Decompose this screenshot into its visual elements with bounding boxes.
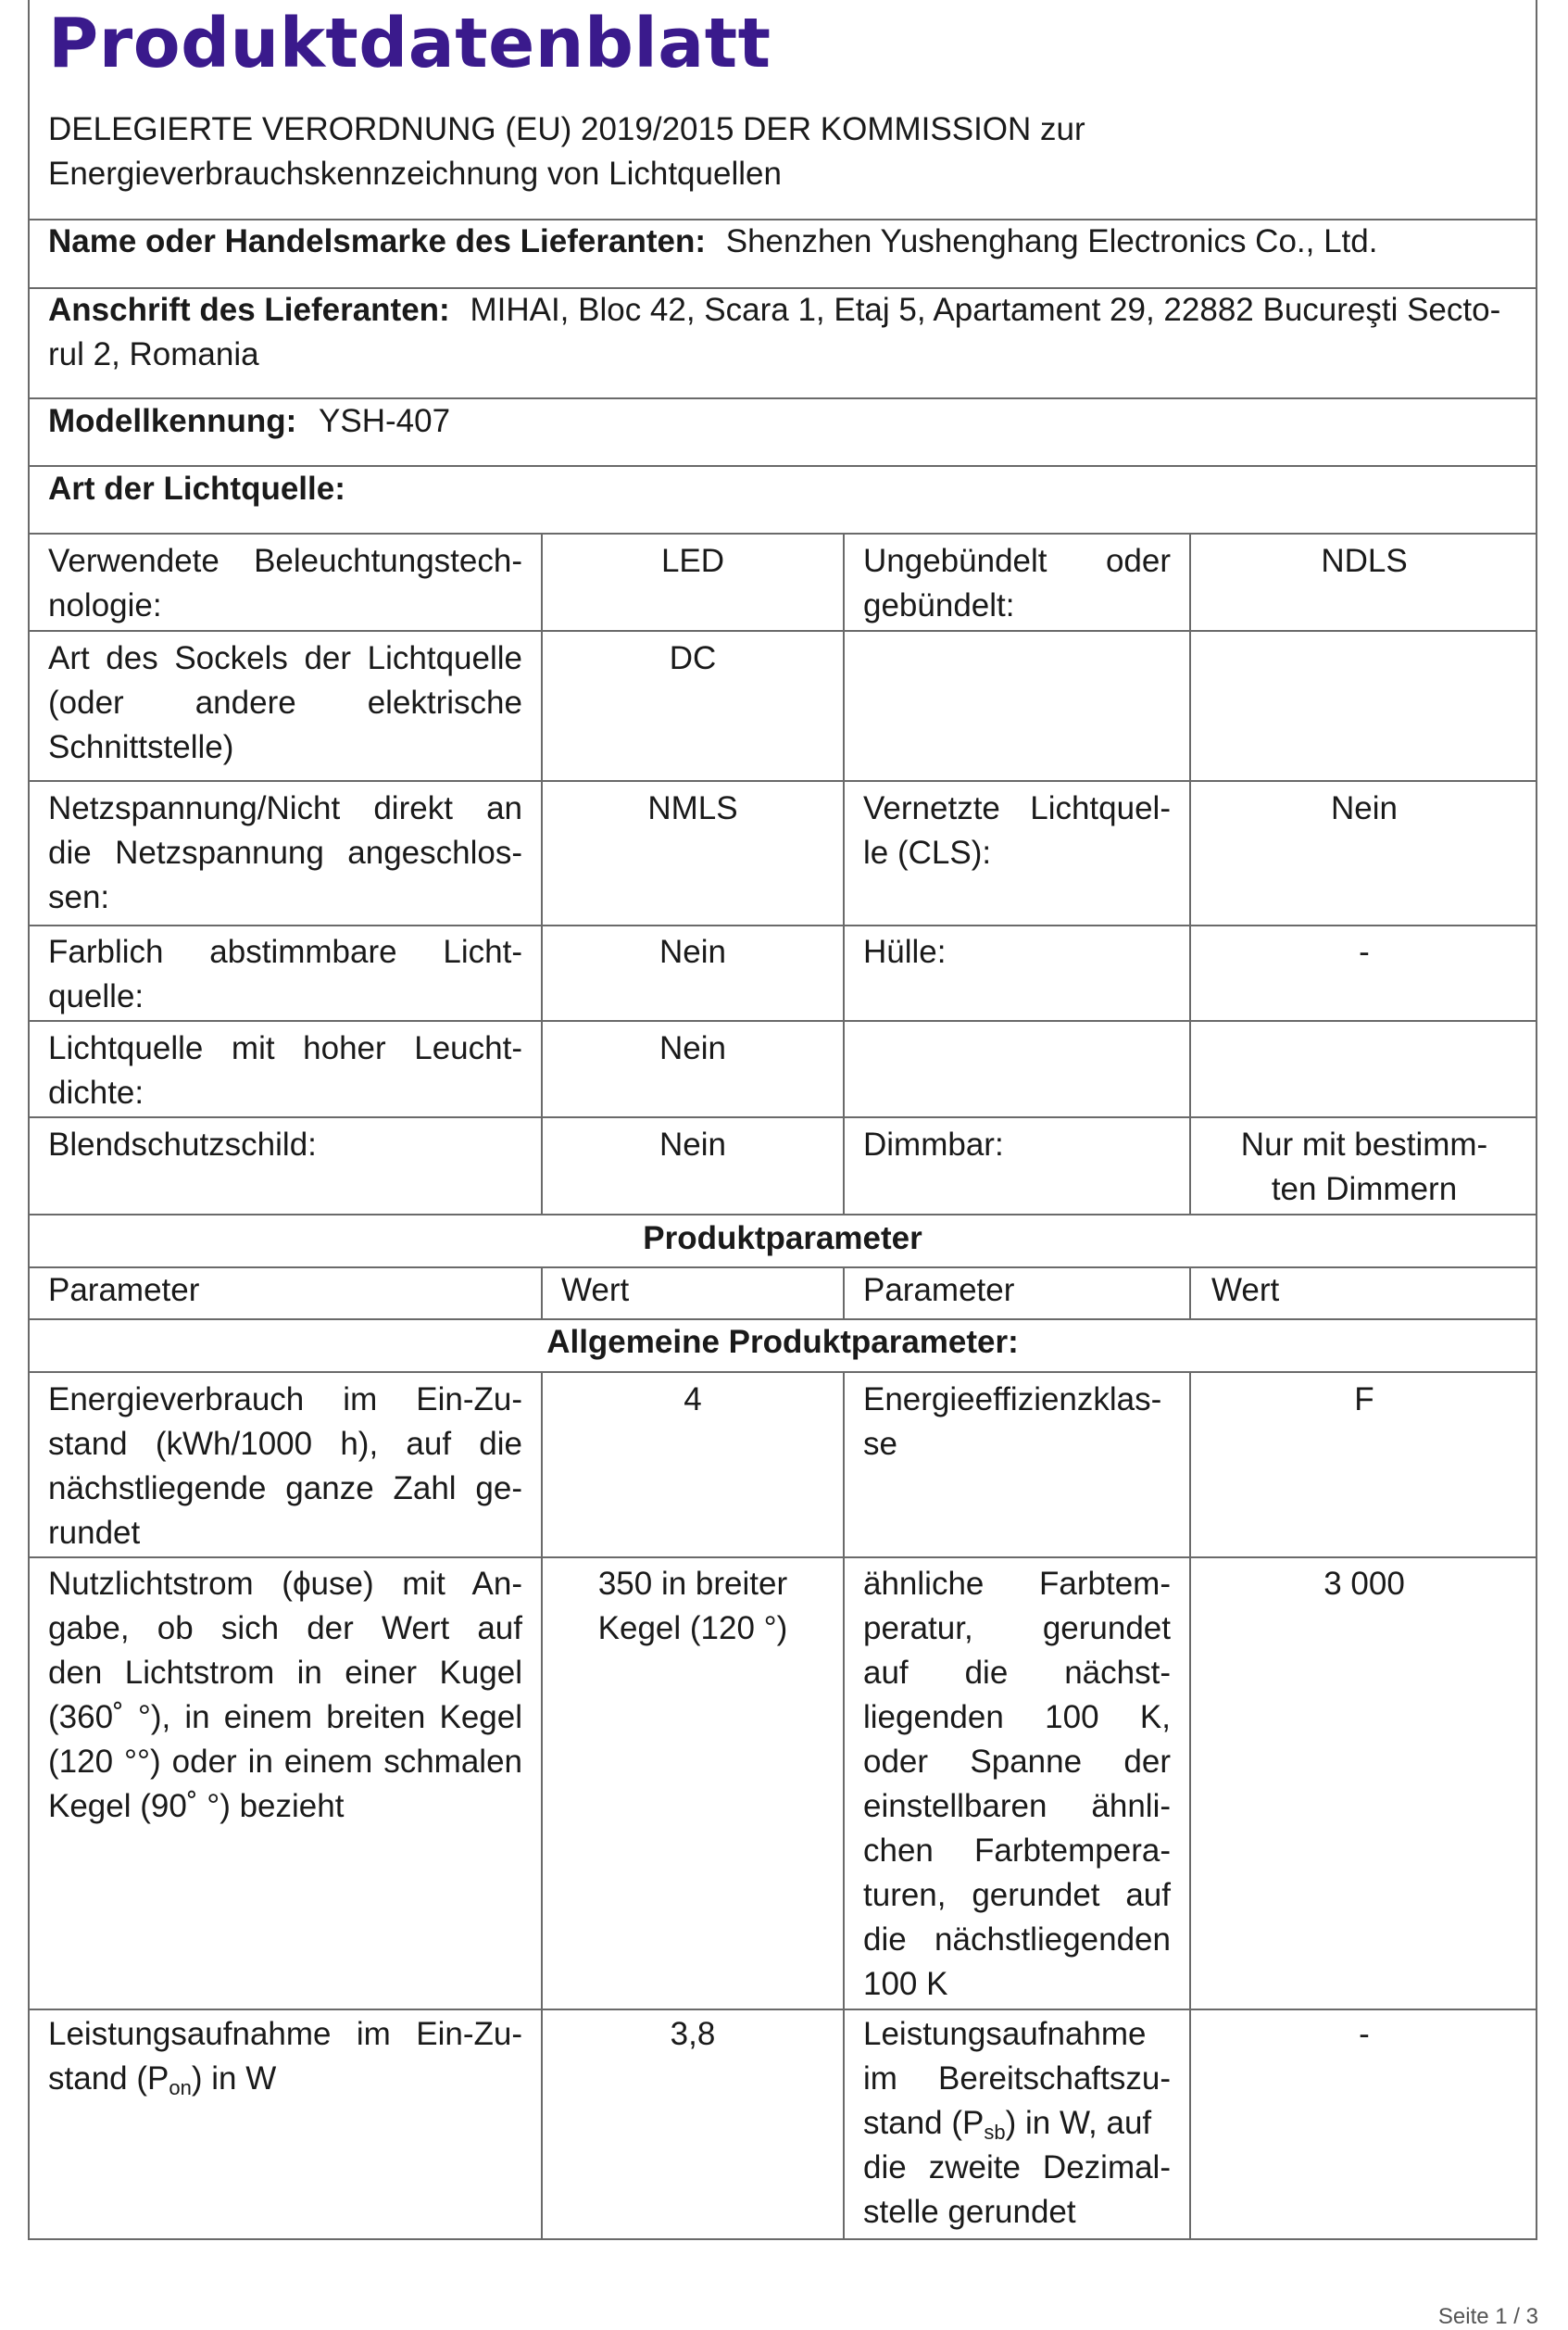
column-divider (843, 1371, 845, 2240)
divider (28, 1266, 1537, 1268)
column-header-value-1: Wert (561, 1272, 630, 1308)
general-param-2-line: die nächstliegenden (863, 1921, 1171, 1958)
divider (28, 780, 1537, 782)
column-divider (843, 533, 845, 1214)
general-param-line: (360˚ °), in einem breiten Kegel (48, 1699, 522, 1735)
supplier-name-row (48, 220, 1377, 264)
general-param-2-line: turen, gerundet auf (863, 1877, 1171, 1913)
general-param-2-line: Energieeffizienzklas- (863, 1381, 1162, 1417)
type-value-2-cell (1191, 1123, 1537, 1212)
type-param-cell (48, 930, 522, 1019)
general-parameters-heading: Allgemeine Produktparameter: (546, 1324, 1019, 1360)
type-value-2-line: ten Dimmern (1271, 1171, 1458, 1207)
column-divider (1189, 533, 1191, 1214)
general-param-line: rundet (48, 1515, 141, 1551)
column-divider (541, 533, 543, 1214)
column-header-parameter-1: Parameter (48, 1272, 200, 1308)
type-param-cell (48, 539, 522, 628)
type-param-2-cell (863, 930, 1171, 975)
general-param-2-line: einstellbaren ähnli- (863, 1788, 1171, 1824)
light-source-type-heading: Art der Lichtquelle: (48, 471, 345, 507)
general-value-cell (543, 1562, 843, 1651)
standby-power-value: - (1359, 2016, 1370, 2052)
general-param-line: den Lichtstrom in einer Kugel (48, 1655, 522, 1691)
general-param-2-line: chen Farbtempera- (863, 1833, 1171, 1869)
general-param-2-line: ähnliche Farbtem- (863, 1566, 1171, 1602)
type-value-cell: DC (669, 640, 717, 676)
general-param-2-cell (863, 1562, 1171, 2007)
page-title: Produktdatenblatt (48, 4, 771, 83)
general-param-2-line: auf die nächst- (863, 1655, 1171, 1691)
general-param-2-line: peratur, gerundet (863, 1610, 1171, 1646)
type-param-line: quelle: (48, 978, 144, 1014)
type-param-2-line: Hülle: (863, 934, 947, 970)
type-value-2-line: Nein (1331, 790, 1398, 826)
type-param-cell (48, 787, 522, 920)
type-param-cell (48, 636, 522, 770)
type-param-2-cell (863, 539, 1171, 628)
type-param-2-line: Dimmbar: (863, 1127, 1004, 1163)
type-param-line: die Netzspannung angeschlos- (48, 835, 522, 871)
type-param-2-line: Vernetzte Lichtquel- (863, 790, 1171, 826)
divider (28, 630, 1537, 632)
divider (28, 533, 1537, 535)
product-parameters-heading: Produktparameter (643, 1220, 922, 1256)
general-value-2-cell: 3 000 (1323, 1566, 1405, 1602)
type-param-cell (48, 1026, 522, 1115)
type-value-2-line: - (1359, 934, 1370, 970)
supplier-name-value: Shenzhen Yushenghang Electronics Co., Ltd. (725, 223, 1378, 259)
column-divider (843, 1266, 845, 1318)
type-param-cell (48, 1123, 522, 1167)
general-param-line: gabe, ob sich der Wert auf (48, 1610, 522, 1646)
column-divider (541, 1266, 543, 1318)
standby-power-label: Leistungsaufnahme im Bereitschaftszu- stand $(P_{sb})$ in W, auf die zweite Dezimal- stelle gerundet (863, 2016, 1171, 2230)
divider (28, 2009, 1537, 2010)
general-value-line: 350 in breiter (597, 1566, 788, 1602)
column-header-parameter-2: Parameter (863, 1272, 1015, 1308)
type-param-line: sen: (48, 879, 110, 915)
type-param-2-line: le (CLS): (863, 835, 992, 871)
type-param-2-line: Ungebündelt oder (863, 543, 1171, 579)
type-param-2-cell (863, 787, 1171, 875)
regulation-line-1: DELEGIERTE VERORDNUNG (EU) 2019/2015 DER KOMMISSION zur (48, 111, 1085, 147)
power-on-mode-label: Leistungsaufnahme im Ein-Zu- stand $(P_{on})$ in W (48, 2016, 522, 2099)
type-param-line: Netzspannung/Nicht direkt an (48, 790, 522, 826)
divider (28, 1556, 1537, 1558)
supplier-name-label: Name oder Handelsmarke des Lieferanten: (48, 223, 706, 259)
type-value-2-cell (1191, 930, 1537, 975)
regulation-line-2: Energieverbrauchskennzeichnung von Lichtquellen (48, 156, 782, 192)
supplier-address-value-cont: rul 2, Romania (48, 336, 259, 372)
type-value-cell: LED (660, 543, 725, 579)
divider (28, 2238, 1537, 2240)
page-footer: Seite 1 / 3 (1437, 2304, 1538, 2329)
column-header-value-2: Wert (1211, 1272, 1280, 1308)
type-param-line: Verwendete Beleuchtungstech- (48, 543, 522, 579)
column-divider (1189, 1266, 1191, 1318)
model-label: Modellkennung: (48, 403, 297, 439)
type-value-2-cell (1191, 539, 1537, 584)
general-param-line: Energieverbrauch im Ein-Zu- (48, 1381, 522, 1417)
general-value-line: Kegel (120 °) (597, 1610, 788, 1646)
divider (28, 925, 1537, 926)
type-value-2-line: Nur mit bestimm- (1240, 1127, 1488, 1163)
supplier-address-value: MIHAI, Bloc 42, Scara 1, Etaj 5, Apartament 29, 22882 Bucureşti Secto- (470, 292, 1501, 328)
type-value-2-line: NDLS (1321, 543, 1408, 579)
divider (28, 1214, 1537, 1215)
general-param-line: (120 °°) oder in einem schmalen (48, 1744, 522, 1780)
type-param-line: nologie: (48, 587, 162, 623)
type-value-cell: Nein (659, 1127, 726, 1163)
general-param-cell (48, 1378, 522, 1555)
general-param-2-cell (863, 1378, 1171, 1467)
general-param-line: Nutzlichtstrom (ϕuse) mit An- (48, 1566, 522, 1602)
type-param-line: Schnittstelle) (48, 729, 234, 765)
type-value-cell: Nein (659, 1030, 726, 1066)
general-param-line: nächstliegende ganze Zahl ge- (48, 1470, 522, 1506)
general-param-cell (48, 1562, 522, 1829)
divider (28, 1371, 1537, 1373)
type-param-line: dichte: (48, 1075, 144, 1111)
model-row (48, 399, 450, 444)
divider (28, 1020, 1537, 1022)
type-value-2-cell (1191, 787, 1537, 831)
column-divider (1189, 1371, 1191, 2240)
general-param-2-line: oder Spanne der (863, 1744, 1171, 1780)
general-value-cell (543, 1378, 843, 1422)
general-value-line: 4 (684, 1381, 702, 1417)
type-param-line: (oder andere elektrische (48, 685, 522, 721)
general-param-line: stand (kWh/1000 h), auf die (48, 1426, 522, 1462)
general-param-2-line: 100 K (863, 1966, 948, 2002)
type-param-line: Blendschutzschild: (48, 1127, 317, 1163)
column-divider (541, 1371, 543, 2240)
type-param-2-cell (863, 1123, 1171, 1167)
general-value-2-cell: F (1354, 1381, 1374, 1417)
general-param-2-line: se (863, 1426, 897, 1462)
general-param-2-line: liegenden 100 K, (863, 1699, 1171, 1735)
power-on-mode-value: 3,8 (670, 2016, 716, 2052)
type-param-line: Lichtquelle mit hoher Leucht- (48, 1030, 522, 1066)
supplier-address-row (48, 288, 1521, 333)
supplier-address-label: Anschrift des Lieferanten: (48, 292, 450, 328)
type-param-2-line: gebündelt: (863, 587, 1015, 623)
divider (28, 1116, 1537, 1118)
type-value-cell: Nein (659, 934, 726, 970)
type-param-line: Farblich abstimmbare Licht- (48, 934, 522, 970)
type-value-cell: NMLS (647, 790, 738, 826)
model-value: YSH-407 (319, 403, 451, 439)
general-param-line: Kegel (90˚ °) bezieht (48, 1788, 345, 1824)
type-param-line: Art des Sockels der Lichtquelle (48, 640, 522, 676)
